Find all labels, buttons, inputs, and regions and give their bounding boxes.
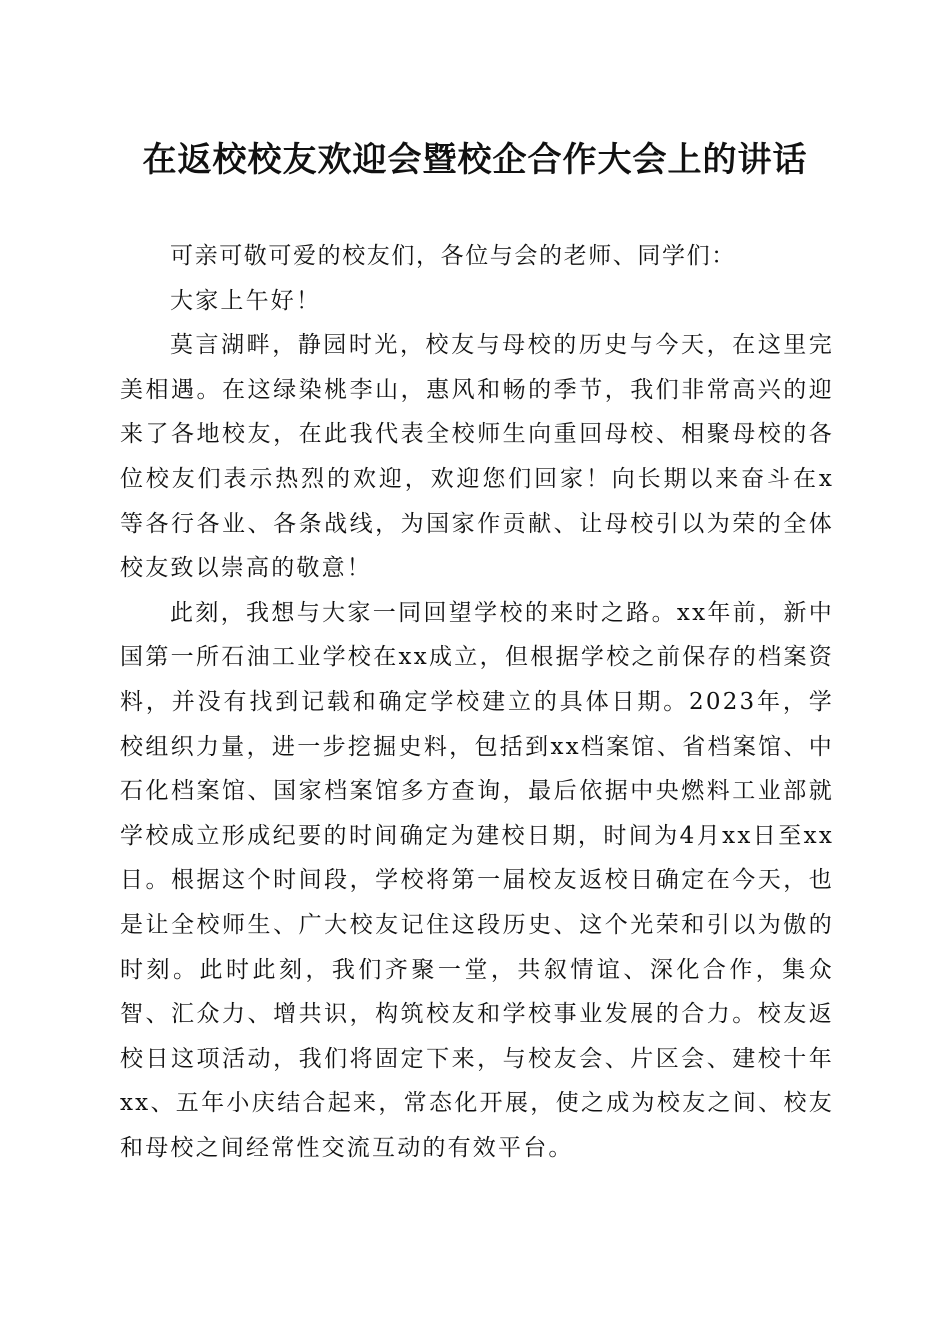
welcome-paragraph: 莫言湖畔，静园时光，校友与母校的历史与今天，在这里完美相遇。在这绿染桃李山，惠风和畅的季节，我们非常高兴的迎来了各地校友，在此我代表全校师生向重回母校、相聚母校的各位校友们表示热烈的欢迎，欢迎您们回家！向长期以来奋斗在x等各行各业、各条战线，为国家作贡献、让母校引以为荣的全体校友致以崇高的敬意！	[120, 332, 834, 582]
document-body	[120, 234, 834, 1170]
greeting-paragraph: 大家上午好！	[170, 287, 322, 314]
history-paragraph: 此刻，我想与大家一同回望学校的来时之路。xx年前，新中国第一所石油工业学校在xx成立，但根据学校之前保存的档案资料，并没有找到记载和确定学校建立的具体日期。2023年，学校组织力量，进一步挖掘史料，包括到xx档案馆、省档案馆、中石化档案馆、国家档案馆多方查询，最后依据中央燃料工业部就学校成立形成纪要的时间确定为建校日期，时间为4月xx日至xx日。根据这个时间段，学校将第一届校友返校日确定在今天，也是让全校师生、广大校友记住这段历史、这个光荣和引以为傲的时刻。此时此刻，我们齐聚一堂，共叙情谊、深化合作，集众智、汇众力、增共识，构筑校友和学校事业发展的合力。校友返校日这项活动，我们将固定下来，与校友会、片区会、建校十年xx、五年小庆结合起来，常态化开展，使之成为校友之间、校友和母校之间经常性交流互动的有效平台。	[120, 599, 834, 1161]
document-title: 在返校校友欢迎会暨校企合作大会上的讲话	[142, 140, 808, 180]
salutation-paragraph: 可亲可敬可爱的校友们，各位与会的老师、同学们：	[170, 243, 736, 269]
